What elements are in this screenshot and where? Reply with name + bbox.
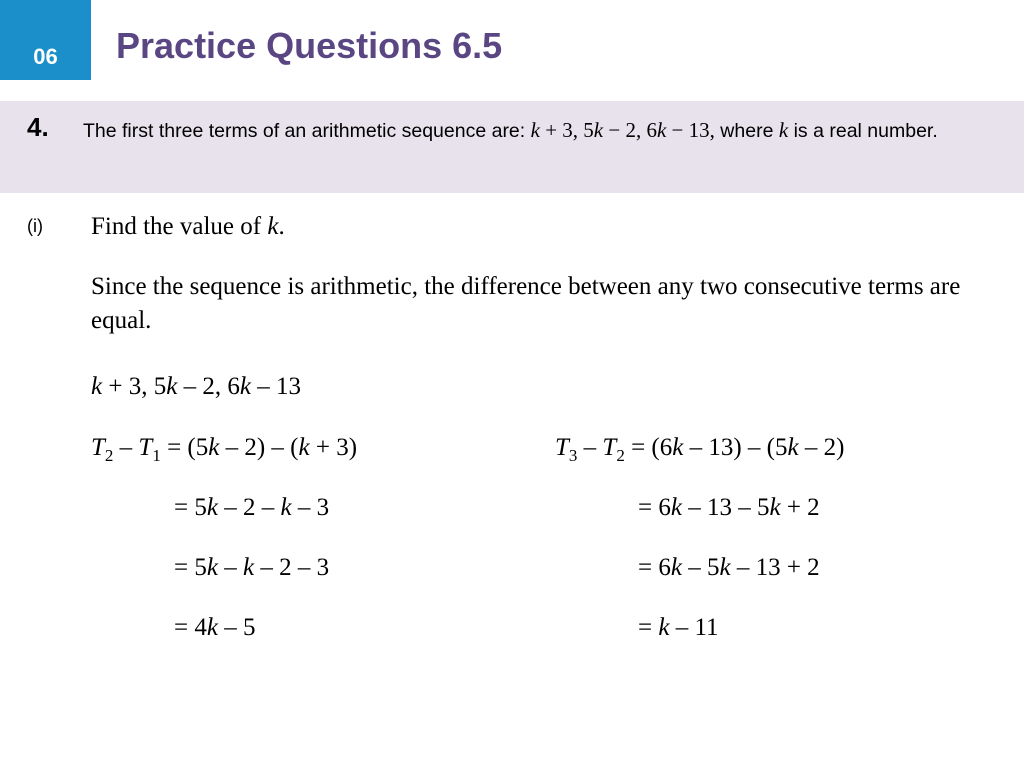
right-sub-b: 2 [616,446,625,465]
prompt-var: k [267,213,279,240]
right-l2-k2: k [769,494,781,521]
left-l2-p2: – 2 – [217,494,281,521]
seq-text-2: – 2, 6 [177,373,240,400]
sequence-line [91,370,301,404]
seq-var-3: k [239,373,251,400]
question-end: is a real number. [788,120,938,142]
term1-var: k [530,118,540,142]
left-l1-p3: + 3) [309,434,358,461]
term3-rest: − 13, [666,118,715,142]
left-l3-p1: = 5 [174,554,207,581]
page-title: Practice Questions 6.5 [116,25,503,66]
left-step-2 [174,491,329,525]
question-where: where [714,120,779,142]
left-l3-p3: – 2 – 3 [254,554,330,581]
right-l1-p3: – 2) [798,434,845,461]
right-l2-p1: = 6 [638,494,671,521]
right-minus: – [577,434,603,461]
left-sub-a: 2 [104,446,114,465]
part-label: (i) [27,216,43,236]
solution-explanation: Since the sequence is arithmetic, the difference between any two consecutive terms are equal. [91,273,961,334]
chapter-badge [0,0,91,80]
question-text [83,116,1003,146]
part-prompt [91,210,285,244]
seq-var-2: k [166,373,178,400]
left-l3-k1: k [206,554,218,581]
question-terms [531,118,715,142]
left-l3-p2: – [217,554,243,581]
left-l4-p1: = 4 [174,614,207,641]
left-T-a: T [91,434,105,461]
seq-text-3: – 13 [250,373,301,400]
right-sub-a: 3 [568,446,578,465]
right-step-2 [638,491,820,525]
left-l2-k1: k [206,494,218,521]
left-l4-p2: – 5 [217,614,256,641]
question-band [0,101,1024,193]
term2-var: k [593,118,604,142]
where-var: k [778,118,789,142]
right-l3-k2: k [719,554,731,581]
left-step-3 [174,551,329,585]
right-l4-k1: k [658,614,670,641]
term2-rest: − 2, [603,118,647,142]
right-l3-p2: – 5 [681,554,720,581]
question-intro: The first three terms of an arithmetic sequence are: [83,120,531,142]
right-l2-p3: + 2 [780,494,820,521]
prompt-text: Find the value of [91,213,268,240]
right-l1-k2: k [787,434,799,461]
left-T-b: T [138,434,153,461]
left-l3-k2: k [242,554,255,581]
question-number: 4. [27,112,49,142]
left-l1-p1: = (5 [160,434,209,461]
right-l2-p2: – 13 – 5 [681,494,770,521]
chapter-number: 06 [33,44,58,69]
seq-text-1: + 3, 5 [102,373,167,400]
prompt-end: . [278,213,285,240]
left-l1-k1: k [208,434,220,461]
right-l3-k1: k [670,554,682,581]
term3-coef: 6 [646,118,657,142]
right-l4-p1: = [638,614,659,641]
left-l2-p1: = 5 [174,494,207,521]
left-l2-p3: – 3 [291,494,330,521]
left-sub-b: 1 [152,446,161,465]
right-l1-p2: – 13) – (5 [683,434,788,461]
right-l2-k1: k [670,494,682,521]
left-minus: – [113,434,139,461]
term1-rest: + 3, [539,118,584,142]
right-l3-p3: – 13 + 2 [730,554,820,581]
right-l1-p1: = (6 [624,434,673,461]
right-T-a: T [555,434,569,461]
right-l4-p2: – 11 [669,614,719,641]
right-l3-p1: = 6 [638,554,671,581]
left-l2-k2: k [280,494,292,521]
left-l4-k1: k [206,614,218,641]
left-step-4 [174,611,255,645]
right-step-4 [638,611,719,645]
right-step-1 [555,431,844,465]
term3-var: k [656,118,667,142]
right-l1-k1: k [672,434,684,461]
left-l1-p2: – 2) – ( [219,434,299,461]
right-step-3 [638,551,820,585]
left-step-1 [91,431,357,465]
term2-coef: 5 [583,118,594,142]
left-l1-k2: k [298,434,310,461]
right-T-b: T [602,434,617,461]
seq-var-1: k [91,373,103,400]
